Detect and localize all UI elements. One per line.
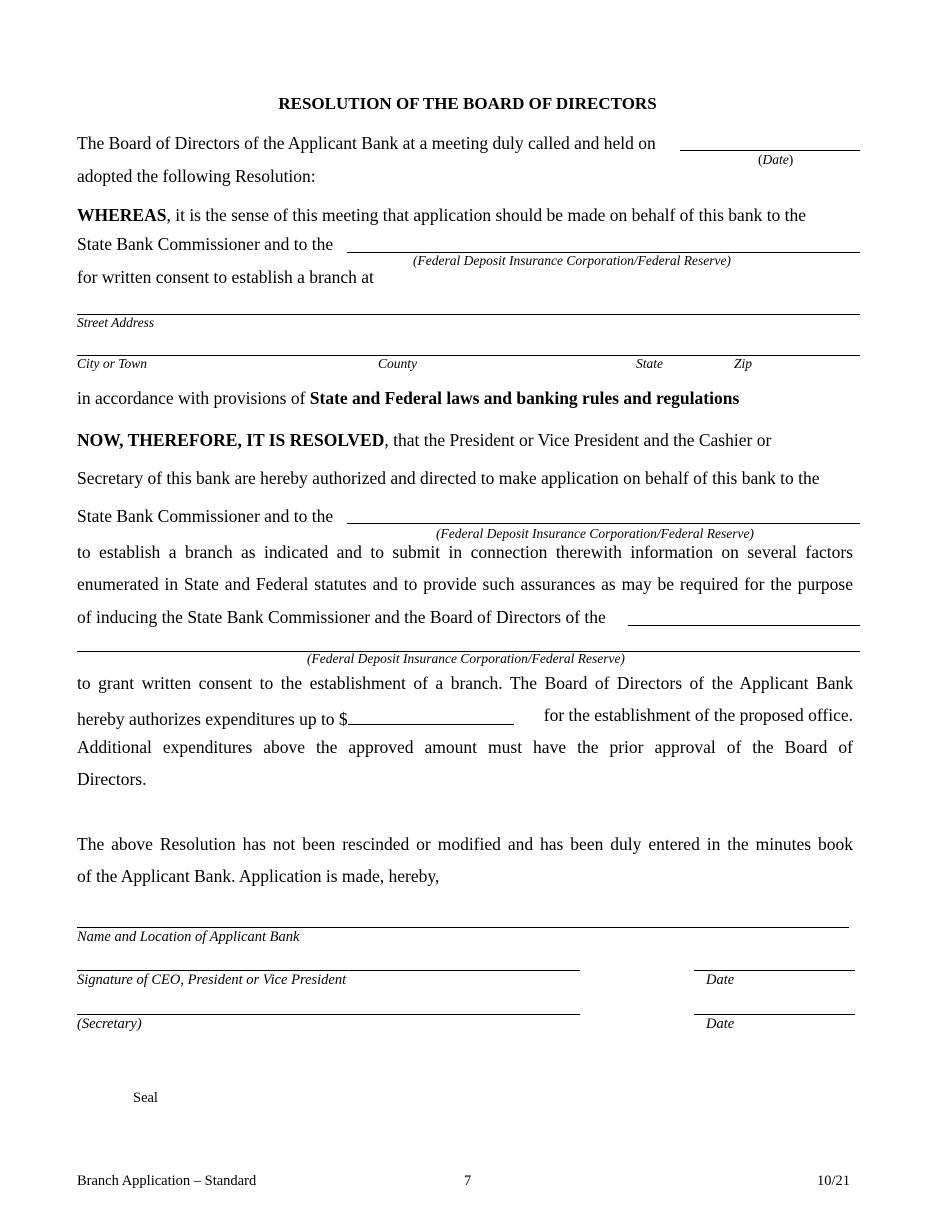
resolved-line-6: of inducing the State Bank Commissioner and the Board of Directors of the xyxy=(77,607,606,627)
expenditure-amount-field[interactable] xyxy=(348,705,514,725)
secretary-signature-field[interactable] xyxy=(77,1014,580,1015)
resolved-line-1 xyxy=(77,430,771,451)
closing-line-2: of the Applicant Bank. Application is made, hereby, xyxy=(77,866,440,886)
agency-caption-1: (Federal Deposit Insurance Corporation/Federal Reserve) xyxy=(413,253,731,268)
secretary-date-label: Date xyxy=(706,1016,735,1032)
agency-caption-2: (Federal Deposit Insurance Corporation/Federal Reserve) xyxy=(436,526,754,541)
footer-left: Branch Application – Standard xyxy=(77,1173,257,1189)
street-address-field[interactable] xyxy=(77,314,860,315)
resolved-keyword: NOW, THEREFORE, IT IS RESOLVED xyxy=(77,430,385,450)
accordance-bold: State and Federal laws and banking rules and regulations xyxy=(309,388,740,408)
expenditure-suffix: for the establishment of the proposed office. xyxy=(543,705,853,725)
resolved-line-3: State Bank Commissioner and to the xyxy=(77,506,334,526)
whereas-line-1 xyxy=(77,205,806,226)
resolved-line-4: to establish a branch as indicated and to submit in connection therewith information on several factors xyxy=(77,542,853,562)
closing-line-1: The above Resolution has not been rescinded or modified and has been duly entered in the minutes book xyxy=(77,834,853,854)
zip-label: Zip xyxy=(734,356,753,371)
whereas-line-1-text: , it is the sense of this meeting that application should be made on behalf of this bank to the xyxy=(166,205,807,225)
expenditure-prefix: hereby authorizes expenditures up to $ xyxy=(77,709,348,729)
agency-caption-3: (Federal Deposit Insurance Corporation/Federal Reserve) xyxy=(307,651,625,666)
date-caption xyxy=(758,152,793,168)
footer-right: 10/21 xyxy=(817,1173,851,1189)
bank-name-field[interactable] xyxy=(77,927,849,928)
agency-field-2[interactable] xyxy=(347,523,860,524)
bank-name-label: Name and Location of Applicant Bank xyxy=(77,929,300,945)
whereas-line-3: for written consent to establish a branch at xyxy=(77,267,374,287)
resolved-line-2: Secretary of this bank are hereby authorized and directed to make application on behalf of this bank to the xyxy=(77,468,820,488)
seal-label: Seal xyxy=(133,1090,158,1106)
street-address-label: Street Address xyxy=(77,315,155,330)
page-title: RESOLUTION OF THE BOARD OF DIRECTORS xyxy=(278,94,657,113)
state-label: State xyxy=(636,356,663,371)
ceo-date-label: Date xyxy=(706,972,735,988)
resolved-line-10: Directors. xyxy=(77,769,147,789)
page-number: 7 xyxy=(464,1173,472,1189)
intro-line-2: adopted the following Resolution: xyxy=(77,166,316,186)
ceo-date-field[interactable] xyxy=(694,970,855,971)
date-caption-open-paren: ( xyxy=(758,152,763,167)
board-of-directors-field[interactable] xyxy=(628,625,860,626)
secretary-date-field[interactable] xyxy=(694,1014,855,1015)
date-caption-close-paren: ) xyxy=(788,152,794,167)
resolved-line-1-text: , that the President or Vice President and the Cashier or xyxy=(384,430,772,450)
meeting-date-field[interactable] xyxy=(680,150,860,151)
ceo-signature-field[interactable] xyxy=(77,970,580,971)
county-label: County xyxy=(378,356,417,371)
whereas-line-2: State Bank Commissioner and to the xyxy=(77,234,334,254)
resolved-line-7: to grant written consent to the establishment of a branch. The Board of Directors of the Applicant Bank xyxy=(77,673,853,693)
accordance-line xyxy=(77,388,739,409)
resolved-line-5: enumerated in State and Federal statutes and to provide such assurances as may be required for the purpose xyxy=(77,574,853,594)
whereas-keyword: WHEREAS xyxy=(77,205,167,225)
resolved-line-8 xyxy=(77,705,853,730)
intro-line-1: The Board of Directors of the Applicant Bank at a meeting duly called and held on xyxy=(77,133,656,153)
resolved-line-9: Additional expenditures above the approved amount must have the prior approval of the Board of xyxy=(77,737,853,757)
date-caption-text: Date xyxy=(762,152,789,167)
secretary-label: (Secretary) xyxy=(77,1016,142,1032)
city-label: City or Town xyxy=(77,356,148,371)
accordance-prefix: in accordance with provisions of xyxy=(77,388,310,408)
ceo-signature-label: Signature of CEO, President or Vice President xyxy=(77,972,347,988)
